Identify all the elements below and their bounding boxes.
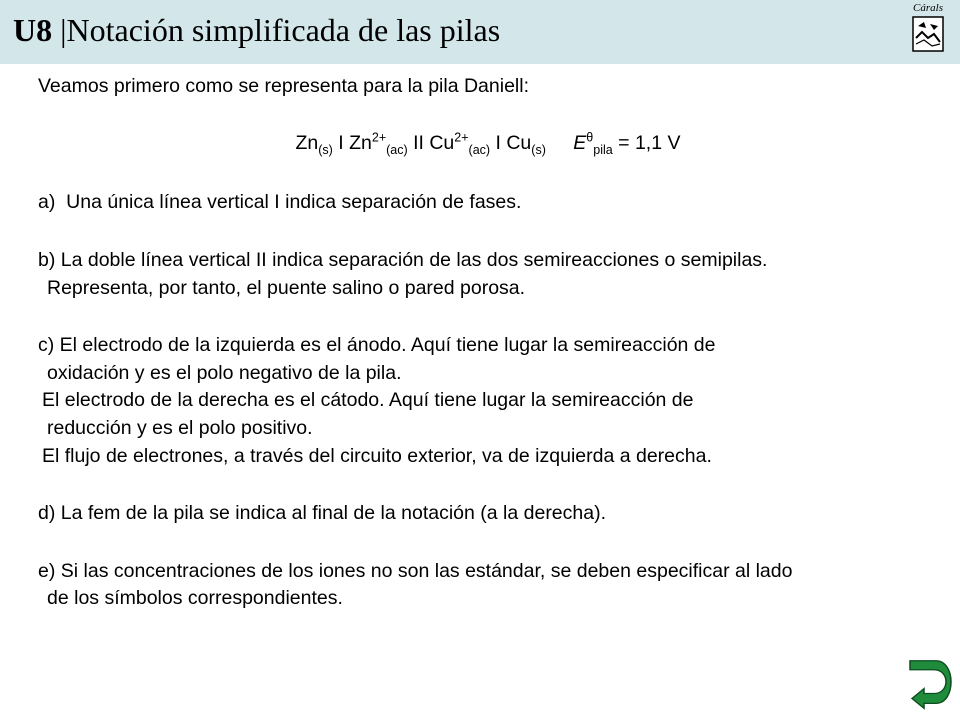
item-e-line-1: e) Si las concentraciones de los iones no son las estándar, se deben especificar al lado xyxy=(38,560,793,582)
item-c-line-4: reducción y es el polo positivo. xyxy=(47,417,313,439)
item-c-line-2: oxidación y es el polo negativo de la pila. xyxy=(47,362,402,384)
zn-ion-symbol: Zn xyxy=(349,132,372,154)
item-b-line-2: Representa, por tanto, el puente salino o pared porosa. xyxy=(47,277,526,299)
emf-subscript: pila xyxy=(593,142,613,157)
intro-text: Veamos primero como se representa para la pila Daniell: xyxy=(38,75,529,97)
return-button[interactable] xyxy=(906,658,954,712)
zn-ion-state: (ac) xyxy=(386,142,408,157)
item-d: d) La fem de la pila se indica al final de la notación (a la derecha). xyxy=(38,502,607,524)
title-separator: | xyxy=(60,12,67,48)
unit-label: U8 xyxy=(13,12,53,48)
item-c-line-5: El flujo de electrones, a través del circuito exterior, va de izquierda a derecha. xyxy=(42,445,712,467)
cu-ion-charge: 2+ xyxy=(454,130,469,145)
phase-bar-3: I xyxy=(490,132,507,154)
title-text: Notación simplificada de las pilas xyxy=(66,12,501,48)
item-c-line-1: c) El electrodo de la izquierda es el ánodo. Aquí tiene lugar la semireacción de xyxy=(38,334,716,356)
emf-standard-mark: θ xyxy=(586,130,594,145)
zn-symbol: Zn xyxy=(295,132,319,154)
cu-ion-state: (ac) xyxy=(468,142,491,157)
logo-text: Cárals xyxy=(913,2,943,14)
zn-ion-charge: 2+ xyxy=(371,130,387,145)
zn-state: (s) xyxy=(318,142,333,157)
item-e-line-2: de los símbolos correspondientes. xyxy=(47,587,343,609)
item-c-line-3: El electrodo de la derecha es el cátodo. Aquí tiene lugar la semireacción de xyxy=(42,389,694,411)
header-bar xyxy=(0,0,960,64)
emf-value: = 1,1 V xyxy=(612,132,681,154)
page-title xyxy=(13,10,500,50)
item-b-line-1: b) La doble línea vertical II indica separación de las dos semireacciones o semipilas. xyxy=(38,249,768,271)
salt-bridge-bars: II xyxy=(407,132,430,154)
cu-state: (s) xyxy=(531,142,546,157)
emf-symbol: E xyxy=(573,132,587,154)
daniell-cell-notation xyxy=(38,129,938,157)
item-a: a) Una única línea vertical I indica separación de fases. xyxy=(38,191,522,213)
cu-ion-symbol: Cu xyxy=(429,132,455,154)
phase-bar-1: I xyxy=(332,132,350,154)
carals-logo-icon xyxy=(912,16,944,52)
cu-symbol: Cu xyxy=(506,132,532,154)
carals-logo xyxy=(908,2,948,58)
return-arrow-icon xyxy=(906,658,954,712)
